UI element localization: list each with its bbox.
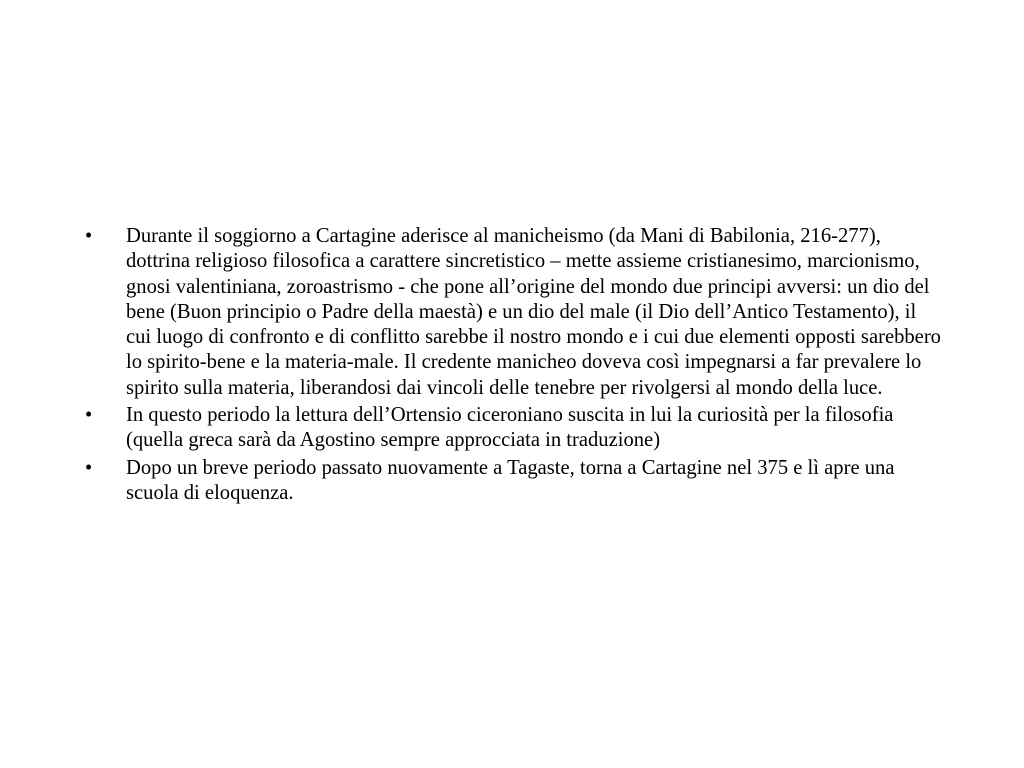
- bullet-text: Durante il soggiorno a Cartagine aderisce al manicheismo (da Mani di Babilonia, 216-277), dottrina religioso filosofica a carattere sincretistico – mette assieme cristianesimo, marcionismo, gnosi valentiniana, zoroastrismo - che pone all’origine del mondo due principi avversi: un dio del bene (Buon principio o Padre della maestà) e un dio del male (il Dio dell’Antico Testamento), il cui luogo di confronto e di conflitto sarebbe il nostro mondo e i cui due elementi opposti sarebbero lo spirito-bene e la materia-male. Il credente manicheo doveva così impegnarsi a far prevalere lo spirito sulla materia, liberandosi dai vincoli delle tenebre per rivolgersi al mondo della luce.: [126, 225, 941, 399]
- bullet-item-manicheism: [85, 224, 945, 401]
- bullet-text: Dopo un breve periodo passato nuovamente a Tagaste, torna a Cartagine nel 375 e lì apre una scuola di eloquenza.: [126, 456, 895, 504]
- bullet-list: [85, 224, 945, 508]
- bullet-marker: •: [85, 456, 93, 479]
- bullet-text: In questo periodo la lettura dell’Ortensio ciceroniano suscita in lui la curiosità per la filosofia (quella greca sarà da Agostino sempre approcciata in traduzione): [126, 404, 894, 452]
- bullet-marker: •: [85, 404, 93, 427]
- bullet-item-eloquence-school: [85, 456, 945, 507]
- bullet-marker: •: [85, 225, 93, 247]
- bullet-item-hortensius: [85, 403, 945, 454]
